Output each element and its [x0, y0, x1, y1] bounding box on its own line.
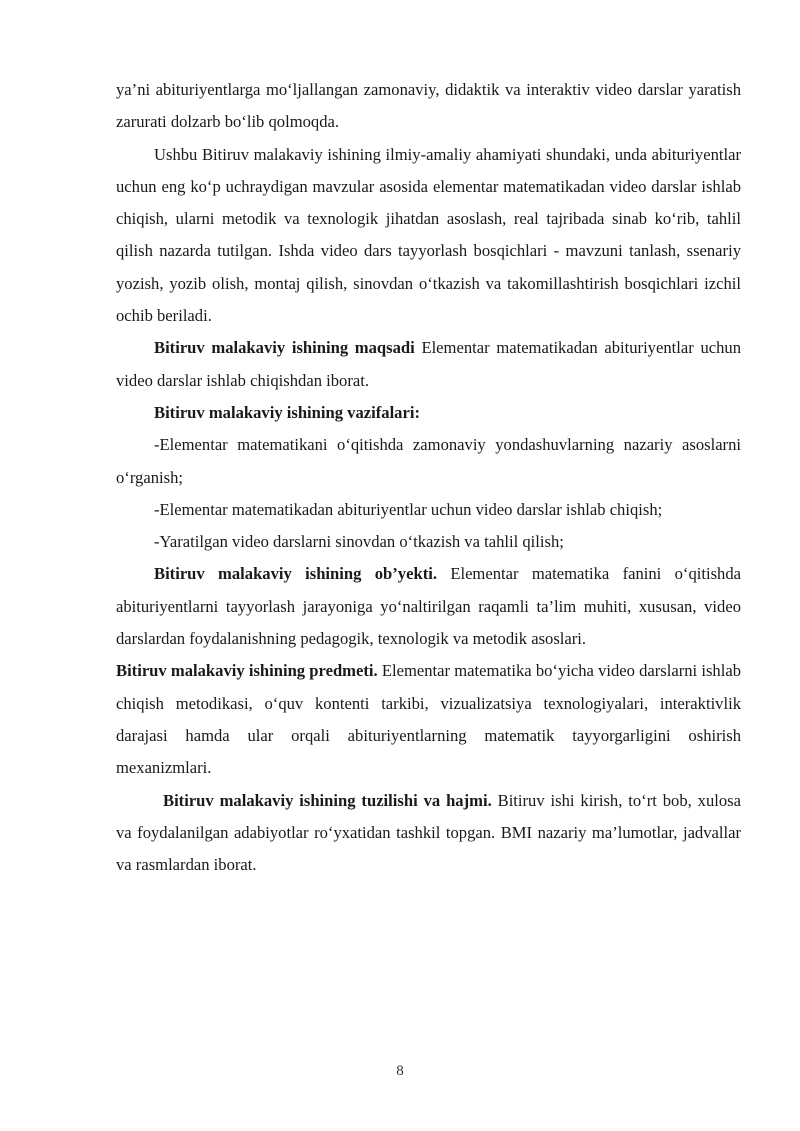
paragraph-intro-continuation [116, 74, 741, 139]
structure-heading: Bitiruv malakaviy ishining tuzilishi va hajmi. [163, 790, 492, 810]
structure-text: Bitiruv ishi kirish, to‘rt bob, xulosa va foydalanilgan adabiyotlar ro‘yxatidan tashkil topgan. BMI nazariy ma’lumotlar, jadvallar va rasmlardan iborat. [116, 790, 741, 875]
goal-text: Elementar matematikadan abituriyentlar uchun video darslar ishlab chiqishdan iborat. [116, 338, 741, 390]
paragraph-structure [116, 785, 741, 882]
task-item-1 [116, 429, 741, 494]
paragraph-text: ya’ni abituriyentlarga mo‘ljallangan zamonaviy, didaktik va interaktiv video darslar yaratish zarurati dolzarb bo‘lib qolmoqda. [116, 80, 741, 132]
task-item-2 [116, 494, 741, 526]
task-text: -Yaratilgan video darslarni sinovdan o‘tkazish va tahlil qilish; [154, 532, 564, 552]
subject-text: Elementar matematika bo‘yicha video darslarni ishlab chiqish metodikasi, o‘quv kontenti tarkibi, vizualizatsiya texnologiyalari, interaktivlik darajasi hamda ular orqali abituriyentlarning matematik tayyorgarligini oshirish mexanizmlari. [116, 661, 741, 778]
paragraph-tasks-heading [116, 397, 741, 429]
object-text: Elementar matematika fanini o‘qitishda abituriyentlarni tayyorlash jarayoniga yo‘naltirilgan raqamli ta’lim muhiti, xususan, video darslardan foydalanishning pedagogik, texnologik va metodik asoslari. [116, 564, 741, 649]
page-number: 8 [396, 1063, 404, 1079]
object-heading: Bitiruv malakaviy ishining ob’yekti. [154, 564, 437, 584]
task-text: -Elementar matematikadan abituriyentlar uchun video darslar ishlab chiqish; [154, 499, 663, 519]
tasks-heading: Bitiruv malakaviy ishining vazifalari: [154, 402, 420, 422]
paragraph-goal [116, 332, 741, 397]
task-text: -Elementar matematikani o‘qitishda zamonaviy yondashuvlarning nazariy asoslarni o‘rganish; [116, 435, 741, 487]
subject-heading: Bitiruv malakaviy ishining predmeti. [116, 661, 378, 681]
paragraph-text: Ushbu Bitiruv malakaviy ishining ilmiy-amaliy ahamiyati shundaki, unda abituriyentlar uchun eng ko‘p uchraydigan mavzular asosida elementar matematikadan video darslar ishlab chiqish, ularni metodik va texnologik jihatdan asoslash, real tajribada sinab ko‘rib, tahlil qilish nazarda tutilgan. Ishda video dars tayyorlash bosqichlari - mavzuni tanlash, ssenariy yozish, yozib olish, montaj qilish, sinovdan o‘tkazish va takomillashtirish bosqichlari izchil ochib beriladi. [116, 144, 741, 326]
goal-heading: Bitiruv malakaviy ishining maqsadi [154, 338, 415, 358]
paragraph-subject [116, 655, 741, 784]
paragraph-significance [116, 139, 741, 333]
document-body [116, 74, 741, 881]
paragraph-object [116, 558, 741, 655]
task-item-3 [116, 526, 741, 558]
